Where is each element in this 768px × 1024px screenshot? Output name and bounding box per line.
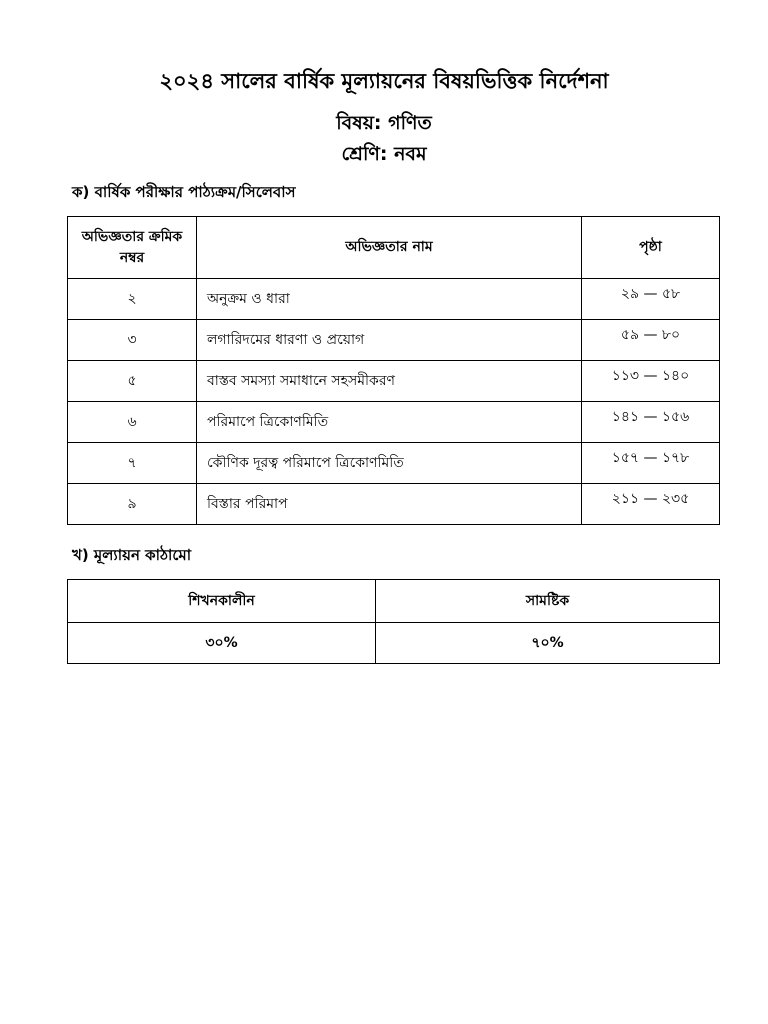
table-row (68, 402, 720, 443)
value-summative: ৭০% (376, 623, 720, 664)
header-serial: অভিজ্ঞতার ক্রমিক নম্বর (68, 217, 197, 279)
row-name: কৌণিক দূরত্ব পরিমাপে ত্রিকোণমিতি (197, 443, 582, 484)
row-pages: ৫৯ — ৮০ (582, 320, 720, 361)
header-name: অভিজ্ঞতার নাম (197, 217, 582, 279)
row-name: পরিমাপে ত্রিকোণমিতি (197, 402, 582, 443)
syllabus-table (67, 216, 720, 525)
subject-line: বিষয়: গণিত (336, 112, 432, 134)
row-serial: ৬ (68, 402, 197, 443)
value-formative: ৩০% (68, 623, 376, 664)
row-name: অনুক্রম ও ধারা (197, 279, 582, 320)
row-serial: ৭ (68, 443, 197, 484)
row-name: লগারিদমের ধারণা ও প্রয়োগ (197, 320, 582, 361)
row-name: বিস্তার পরিমাপ (197, 484, 582, 525)
row-pages: ১৫৭ — ১৭৮ (582, 443, 720, 484)
header-pages: পৃষ্ঠা (582, 217, 720, 279)
document-title: ২০২৪ সালের বার্ষিক মূল্যায়নের বিষয়ভিত্তিক নির্দেশনা (159, 69, 609, 93)
table-header-row (68, 580, 720, 623)
row-name: বাস্তব সমস্যা সমাধানে সহসমীকরণ (197, 361, 582, 402)
header-summative: সামষ্টিক (376, 580, 720, 623)
assessment-heading: খ) মূল্যায়ন কাঠামো (72, 546, 192, 564)
row-serial: ৩ (68, 320, 197, 361)
table-header-row (68, 217, 720, 279)
row-pages: ১৪১ — ১৫৬ (582, 402, 720, 443)
assessment-table (67, 579, 720, 664)
table-row (68, 443, 720, 484)
row-serial: ৫ (68, 361, 197, 402)
table-row (68, 361, 720, 402)
table-row (68, 279, 720, 320)
row-serial: ২ (68, 279, 197, 320)
syllabus-heading: ক) বার্ষিক পরীক্ষার পাঠ্যক্রম/সিলেবাস (72, 183, 296, 201)
row-pages: ২৯ — ৫৮ (582, 279, 720, 320)
class-line: শ্রেণি: নবম (341, 143, 427, 165)
table-row (68, 484, 720, 525)
row-pages: ১১৩ — ১৪০ (582, 361, 720, 402)
row-serial: ৯ (68, 484, 197, 525)
table-row (68, 320, 720, 361)
table-row (68, 623, 720, 664)
row-pages: ২১১ — ২৩৫ (582, 484, 720, 525)
header-formative: শিখনকালীন (68, 580, 376, 623)
